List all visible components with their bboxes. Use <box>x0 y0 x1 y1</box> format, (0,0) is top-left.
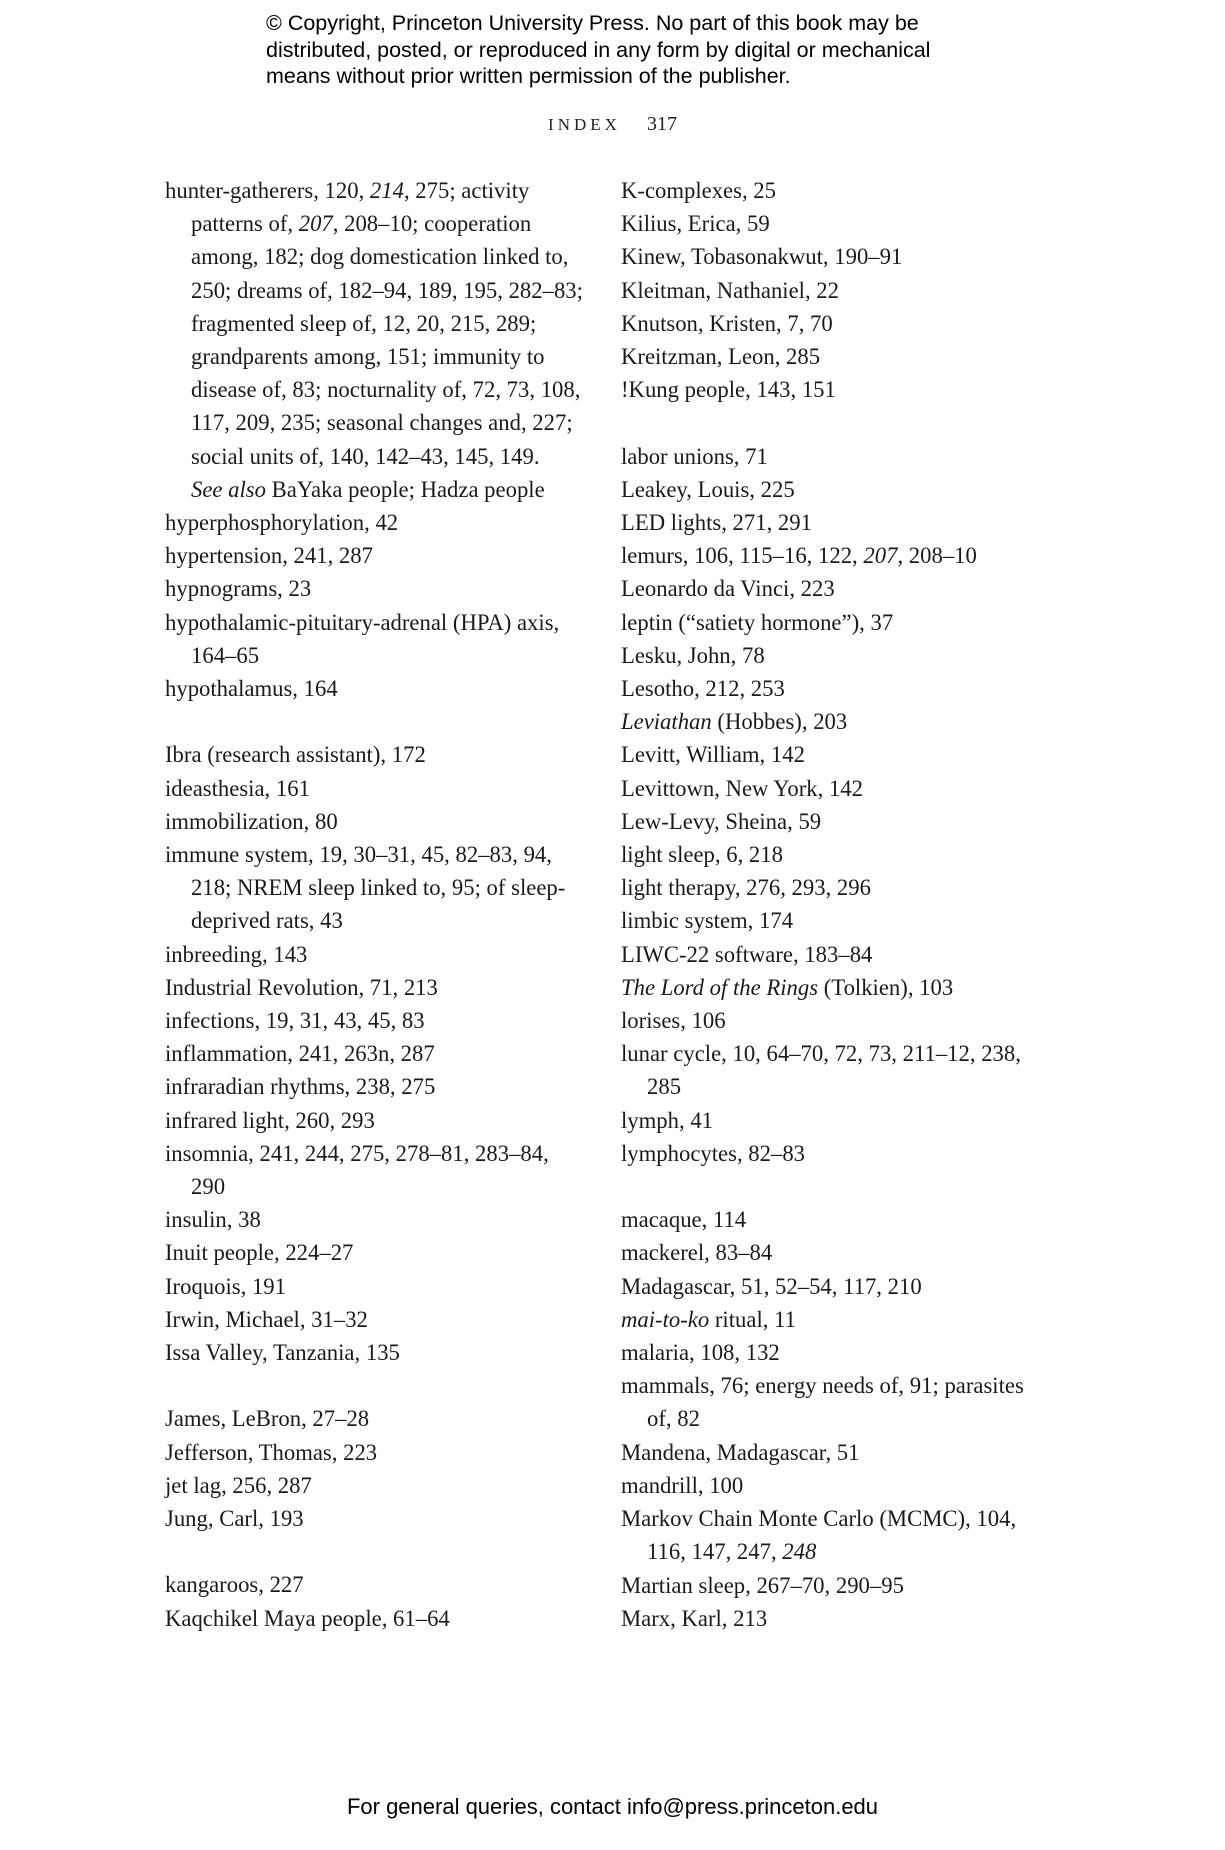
running-head <box>0 113 1225 136</box>
index-entry: Madagascar, 51, 52–54, 117, 210 <box>621 1273 922 1299</box>
letter-group-gap <box>621 406 1041 439</box>
index-entry: Lesotho, 212, 253 <box>621 676 785 702</box>
index-entry: infections, 19, 31, 43, 45, 83 <box>165 1008 425 1034</box>
letter-group-gap <box>165 1369 585 1402</box>
index-entry: limbic system, 174 <box>621 908 794 934</box>
index-entry: lunar cycle, 10, 64–70, 72, 73, 211–12, 238, 285 <box>621 1041 1021 1100</box>
index-entry: insomnia, 241, 244, 275, 278–81, 283–84, 290 <box>165 1140 549 1200</box>
index-entry: Kreitzman, Leon, 285 <box>621 344 821 370</box>
index-entry: insulin, 38 <box>165 1207 261 1233</box>
index-entry: lymphocytes, 82–83 <box>621 1140 806 1166</box>
contact-footer: For general queries, contact info@press.princeton.edu <box>346 1794 879 1819</box>
index-entry: Ibra (research assistant), 172 <box>165 742 426 768</box>
index-entry: hypothalamic-pituitary-adrenal (HPA) axis, 164–65 <box>165 609 560 668</box>
index-entry: light sleep, 6, 218 <box>621 842 783 868</box>
copyright-notice: © Copyright, Princeton University Press. No part of this book may be distributed, posted, or reproduced in any form by digital or mechanical means without prior written permission of the publisher. <box>266 11 931 88</box>
index-entry: infraradian rhythms, 238, 275 <box>165 1074 436 1100</box>
index-entry: macaque, 114 <box>621 1207 747 1233</box>
index-entry: immune system, 19, 30–31, 45, 82–83, 94, 218; NREM sleep linked to, 95; of sleep-deprived rats, 43 <box>165 842 566 934</box>
index-entry: light therapy, 276, 293, 296 <box>621 875 871 901</box>
index-entry-hunter-gatherers: hunter-gatherers, 120, 214, 275; activity patterns of, 207, 208–10; cooperation among, 182; dog domestication linked to, 250; dreams of, 182–94, 189, 195, 282–83; fragmented sleep of, 12, 20, 215, 289; grandparents among, 151; immunity to disease of, 83; nocturnality of, 72, 73, 108, 117, 209, 235; seasonal changes and, 227; social units of, 140, 142–43, 145, 149. <box>165 178 583 469</box>
index-entry: Knutson, Kristen, 7, 70 <box>621 310 833 336</box>
index-entry: Martian sleep, 267–70, 290–95 <box>621 1572 904 1598</box>
index-entry: !Kung people, 143, 151 <box>621 377 836 403</box>
index-entry: Kleitman, Nathaniel, 22 <box>621 277 839 303</box>
index-entry: LIWC-22 software, 183–84 <box>621 941 873 967</box>
index-entry: hypnograms, 23 <box>165 576 312 602</box>
index-column-right <box>621 174 1041 1635</box>
index-entry: Lesku, John, 78 <box>621 642 765 668</box>
index-entry: labor unions, 71 <box>621 443 768 469</box>
index-entry: Jung, Carl, 193 <box>165 1506 304 1532</box>
index-entry: Leonardo da Vinci, 223 <box>621 576 835 602</box>
index-entry-lemurs: lemurs, 106, 115–16, 122, 207, 208–10 <box>621 543 977 569</box>
index-entry-lord-of-the-rings: The Lord of the Rings (Tolkien), 103 <box>621 974 954 1000</box>
index-entry: Iroquois, 191 <box>165 1273 286 1299</box>
index-entry: hypothalamus, 164 <box>165 676 338 702</box>
index-entry: malaria, 108, 132 <box>621 1340 780 1366</box>
index-entry: leptin (“satiety hormone”), 37 <box>621 609 894 635</box>
index-entry: Inuit people, 224–27 <box>165 1240 354 1266</box>
index-entry: Levitt, William, 142 <box>621 742 805 768</box>
letter-group-gap <box>165 705 585 738</box>
index-entry: Lew-Levy, Sheina, 59 <box>621 808 822 834</box>
index-entry: mackerel, 83–84 <box>621 1240 773 1266</box>
index-entry: kangaroos, 227 <box>165 1572 304 1598</box>
index-entry: Kinew, Tobasonakwut, 190–91 <box>621 244 903 270</box>
index-entry-leviathan: Leviathan (Hobbes), 203 <box>621 709 848 735</box>
running-head-label: INDEX <box>548 115 621 134</box>
index-entry: Mandena, Madagascar, 51 <box>621 1439 860 1465</box>
index-entry: Kaqchikel Maya people, 61–64 <box>165 1605 450 1631</box>
index-entry-mcmc: Markov Chain Monte Carlo (MCMC), 104, 116, 147, 247, 248 <box>621 1506 1017 1565</box>
index-entry: immobilization, 80 <box>165 808 338 834</box>
index-entry: Issa Valley, Tanzania, 135 <box>165 1340 400 1366</box>
index-entry: lymph, 41 <box>621 1107 714 1133</box>
index-entry: inflammation, 241, 263n, 287 <box>165 1041 435 1067</box>
letter-group-gap <box>621 1170 1041 1203</box>
letter-group-gap <box>165 1535 585 1568</box>
index-entry: mammals, 76; energy needs of, 91; parasites of, 82 <box>621 1373 1024 1432</box>
index-entry: lorises, 106 <box>621 1008 726 1034</box>
index-entry: Marx, Karl, 213 <box>621 1605 768 1631</box>
index-entry: LED lights, 271, 291 <box>621 510 812 536</box>
index-entry: Irwin, Michael, 31–32 <box>165 1306 368 1332</box>
page-number: 317 <box>646 113 677 135</box>
index-entry: hypertension, 241, 287 <box>165 543 373 569</box>
index-entry: mandrill, 100 <box>621 1472 744 1498</box>
index-entry: inbreeding, 143 <box>165 941 308 967</box>
index-entry: Leakey, Louis, 225 <box>621 476 795 502</box>
see-also-reference: See also BaYaka people; Hadza people <box>191 476 545 502</box>
index-column-left <box>165 174 585 1635</box>
index-entry: James, LeBron, 27–28 <box>165 1406 370 1432</box>
index-entry: K-complexes, 25 <box>621 178 776 203</box>
index-entry-mai-to-ko: mai-to-ko ritual, 11 <box>621 1306 796 1332</box>
index-entry: Industrial Revolution, 71, 213 <box>165 974 438 1000</box>
index-entry: infrared light, 260, 293 <box>165 1107 375 1133</box>
index-entry: Jefferson, Thomas, 223 <box>165 1439 378 1465</box>
index-entry: Levittown, New York, 142 <box>621 775 863 801</box>
index-entry: Kilius, Erica, 59 <box>621 211 770 237</box>
index-entry: ideasthesia, 161 <box>165 775 310 801</box>
index-entry: jet lag, 256, 287 <box>165 1472 312 1498</box>
index-entry: hyperphosphorylation, 42 <box>165 510 399 536</box>
